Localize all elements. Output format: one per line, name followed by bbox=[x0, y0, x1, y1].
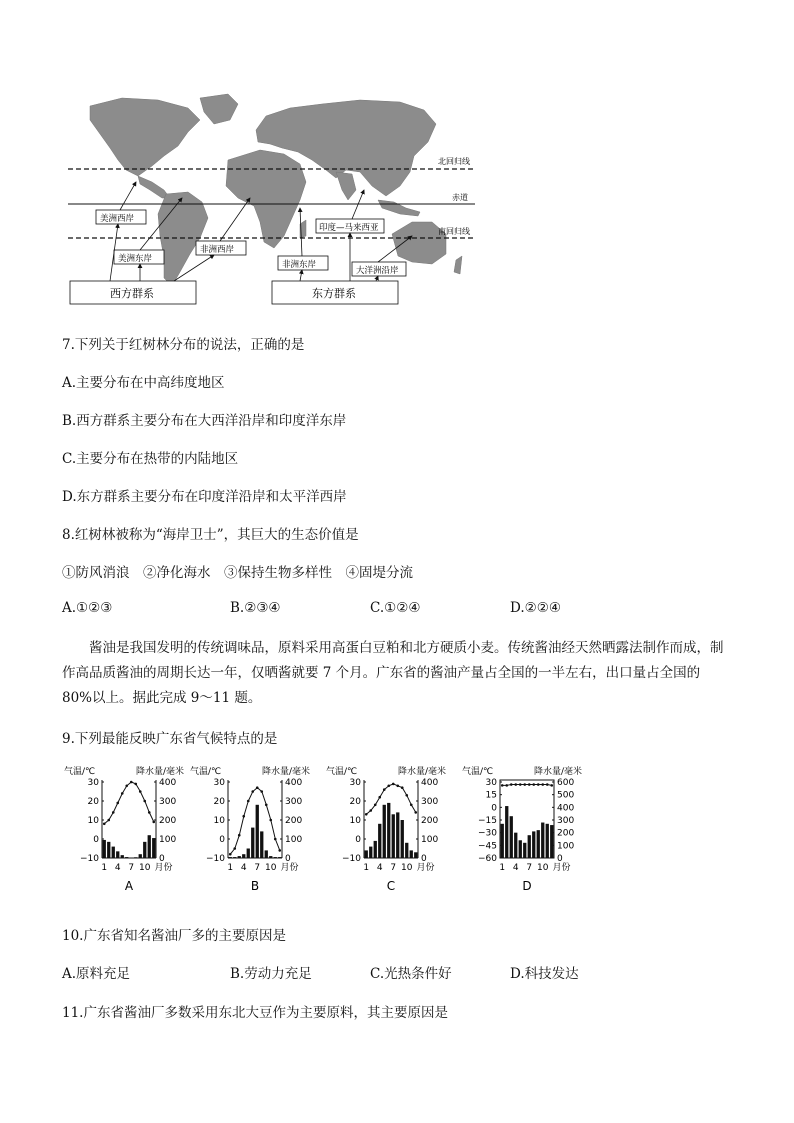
precipitation-axis-title: 降水量/毫米 bbox=[262, 767, 311, 777]
south-america-shape bbox=[158, 192, 208, 286]
q7-option-b: B.西方群系主要分布在大西洋沿岸和印度洋东岸 bbox=[62, 413, 347, 429]
equator-label: 赤道 bbox=[452, 193, 468, 202]
precipitation-bar bbox=[514, 833, 517, 858]
temperature-point bbox=[233, 847, 236, 850]
precipitation-axis-title: 降水量/毫米 bbox=[136, 767, 185, 777]
month-axis-label: 月份 bbox=[552, 863, 571, 873]
q8-option-d: D.②②④ bbox=[510, 600, 561, 616]
precipitation-bar bbox=[251, 828, 254, 858]
oceania-coast-label: 大洋洲沿岸 bbox=[356, 266, 399, 276]
precipitation-tick-label: 200 bbox=[159, 816, 177, 826]
precipitation-tick-label: 300 bbox=[421, 797, 439, 807]
temperature-line bbox=[502, 785, 552, 786]
q8-option-a: A.①②③ bbox=[62, 600, 113, 616]
precipitation-bar bbox=[414, 852, 417, 858]
temperature-tick-label: 0 bbox=[219, 835, 225, 845]
precipitation-bar bbox=[550, 825, 553, 858]
temperature-point bbox=[148, 811, 151, 814]
temperature-line bbox=[230, 788, 279, 855]
temperature-point bbox=[130, 781, 133, 784]
precipitation-bar bbox=[383, 805, 386, 858]
temperature-tick-label: −30 bbox=[478, 828, 497, 839]
temperature-point bbox=[410, 804, 413, 807]
greenland-shape bbox=[200, 94, 238, 124]
precipitation-tick-label: 600 bbox=[557, 778, 575, 788]
temperature-point bbox=[514, 783, 517, 786]
temperature-point bbox=[242, 815, 245, 818]
temperature-point bbox=[405, 794, 408, 797]
precipitation-bar bbox=[152, 838, 155, 858]
indonesia-shape bbox=[378, 200, 420, 216]
temperature-axis-title: 气温/℃ bbox=[190, 767, 222, 777]
precipitation-tick-label: 300 bbox=[285, 797, 303, 807]
arrow-eastern-3 bbox=[376, 276, 378, 281]
precipitation-bar bbox=[387, 803, 390, 858]
temperature-point bbox=[378, 796, 381, 799]
precipitation-bar bbox=[541, 823, 544, 858]
precipitation-bar bbox=[148, 835, 151, 858]
new-zealand-shape bbox=[454, 256, 462, 274]
month-axis-label: 月份 bbox=[416, 863, 435, 873]
q10-option-a: A.原料充足 bbox=[62, 966, 131, 982]
precipitation-tick-label: 400 bbox=[421, 778, 439, 788]
americas-east-label: 美洲东岸 bbox=[118, 254, 153, 264]
chart-letter-c: C bbox=[386, 879, 396, 893]
precipitation-bar bbox=[125, 857, 128, 858]
temperature-tick-label: 30 bbox=[213, 778, 225, 788]
africa-east-label: 非洲东岸 bbox=[282, 260, 317, 270]
q9-stem: 9.下列最能反映广东省气候特点的是 bbox=[62, 731, 278, 747]
precipitation-tick-label: 100 bbox=[557, 841, 575, 852]
temperature-tick-label: 20 bbox=[349, 797, 361, 807]
precipitation-bar bbox=[501, 824, 504, 858]
precipitation-bar bbox=[143, 842, 146, 858]
month-tick-label: 1 bbox=[499, 863, 506, 873]
temperature-point bbox=[541, 783, 544, 786]
soy-sauce-passage: 酱油是我国发明的传统调味品，原料采用高蛋白豆粕和北方硬质小麦。传统酱油经天然晒露法制作而成，制作高品质酱油的周期长达一年，仅晒酱就要 7 个月。广东省的酱油产量占全国的一半左右，出口量占全国的 80%以上。据此完成 9～11 题。 bbox=[62, 640, 724, 706]
q7-stem: 7.下列关于红树林分布的说法，正确的是 bbox=[62, 337, 305, 353]
precipitation-bar bbox=[369, 847, 372, 858]
temperature-point bbox=[134, 783, 137, 786]
precipitation-axis-title: 降水量/毫米 bbox=[534, 767, 583, 777]
precipitation-bar bbox=[365, 850, 368, 858]
temperature-point bbox=[505, 784, 508, 787]
precipitation-tick-label: 500 bbox=[557, 790, 575, 801]
q7-option-c: C.主要分布在热带的内陆地区 bbox=[62, 451, 239, 467]
month-tick-label: 4 bbox=[376, 863, 383, 873]
precipitation-tick-label: 300 bbox=[557, 816, 575, 826]
month-tick-label: 1 bbox=[227, 863, 234, 873]
precipitation-bar bbox=[269, 856, 272, 858]
q8-option-b: B.②③④ bbox=[230, 600, 281, 616]
temperature-tick-label: 10 bbox=[87, 816, 99, 826]
climate-charts bbox=[60, 762, 590, 898]
month-tick-label: 1 bbox=[363, 863, 370, 873]
precipitation-tick-label: 200 bbox=[421, 816, 439, 826]
q8-stem: 8.红树林被称为“海岸卫士”，其巨大的生态价值是 bbox=[62, 527, 359, 543]
temperature-point bbox=[546, 783, 549, 786]
temperature-point bbox=[278, 849, 281, 852]
temperature-tick-label: 0 bbox=[93, 835, 99, 845]
temperature-point bbox=[251, 790, 254, 793]
central-america-shape bbox=[138, 176, 170, 198]
temperature-point bbox=[107, 819, 110, 822]
temperature-point bbox=[550, 784, 553, 787]
temperature-point bbox=[229, 853, 232, 856]
temperature-point bbox=[414, 811, 417, 814]
temperature-tick-label: 15 bbox=[485, 790, 497, 801]
month-axis-label: 月份 bbox=[154, 863, 173, 873]
month-tick-label: 1 bbox=[101, 863, 108, 873]
precipitation-tick-label: 0 bbox=[557, 854, 563, 864]
temperature-tick-label: 10 bbox=[349, 816, 361, 826]
q8-items: ①防风消浪 ②净化海水 ③保持生物多样性 ④固堤分流 bbox=[62, 565, 413, 581]
temperature-point bbox=[519, 783, 522, 786]
temperature-tick-label: 30 bbox=[349, 778, 361, 788]
precipitation-bar bbox=[112, 847, 115, 858]
temperature-tick-label: 10 bbox=[213, 816, 225, 826]
americas-west-label: 美洲西岸 bbox=[100, 214, 135, 224]
india-shape bbox=[336, 172, 356, 200]
temperature-point bbox=[396, 785, 399, 788]
precipitation-bar bbox=[103, 840, 106, 858]
precipitation-axis-title: 降水量/毫米 bbox=[398, 767, 447, 777]
precipitation-tick-label: 0 bbox=[159, 854, 165, 864]
precipitation-bar bbox=[410, 850, 413, 858]
precipitation-tick-label: 200 bbox=[285, 816, 303, 826]
precipitation-bar bbox=[265, 850, 268, 858]
precipitation-bar bbox=[278, 857, 281, 858]
precipitation-bar bbox=[121, 855, 124, 858]
precipitation-bar bbox=[247, 849, 250, 859]
precipitation-bar bbox=[401, 820, 404, 858]
precipitation-bar bbox=[510, 816, 513, 858]
precipitation-bar bbox=[537, 830, 540, 858]
temperature-point bbox=[103, 823, 106, 826]
tropic-of-cancer-label: 北回归线 bbox=[438, 157, 470, 166]
eastern-group-label: 东方群系 bbox=[312, 287, 356, 300]
month-tick-label: 10 bbox=[537, 863, 549, 873]
temperature-axis-title: 气温/℃ bbox=[462, 767, 494, 777]
temperature-point bbox=[112, 811, 115, 814]
precipitation-bar bbox=[392, 814, 395, 858]
month-tick-label: 10 bbox=[401, 863, 413, 873]
precipitation-tick-label: 400 bbox=[557, 803, 575, 814]
temperature-point bbox=[247, 800, 250, 803]
month-tick-label: 10 bbox=[139, 863, 151, 873]
temperature-tick-label: −15 bbox=[478, 816, 497, 826]
precipitation-tick-label: 100 bbox=[285, 835, 303, 845]
precipitation-tick-label: 200 bbox=[557, 828, 575, 839]
precipitation-bar bbox=[107, 842, 110, 858]
temperature-point bbox=[269, 819, 272, 822]
precipitation-bar bbox=[274, 857, 277, 858]
temperature-axis-title: 气温/℃ bbox=[64, 767, 96, 777]
precipitation-tick-label: 100 bbox=[421, 835, 439, 845]
precipitation-tick-label: 0 bbox=[285, 854, 291, 864]
month-tick-label: 7 bbox=[128, 863, 135, 873]
temperature-tick-label: −60 bbox=[478, 854, 497, 864]
temperature-tick-label: −10 bbox=[80, 854, 99, 864]
temperature-point bbox=[143, 800, 146, 803]
temperature-point bbox=[139, 790, 142, 793]
precipitation-tick-label: 400 bbox=[285, 778, 303, 788]
chart-letter-b: B bbox=[250, 879, 260, 893]
temperature-tick-label: 20 bbox=[87, 797, 99, 807]
temperature-tick-label: −10 bbox=[342, 854, 361, 864]
temperature-tick-label: 0 bbox=[491, 803, 497, 814]
month-tick-label: 4 bbox=[512, 863, 519, 873]
precipitation-bar bbox=[260, 831, 263, 858]
precipitation-bar bbox=[528, 835, 531, 858]
temperature-tick-label: 30 bbox=[485, 778, 497, 788]
tropic-of-capricorn-label: 南回归线 bbox=[438, 227, 470, 236]
temperature-point bbox=[274, 838, 277, 841]
month-tick-label: 7 bbox=[526, 863, 533, 873]
q11-stem: 11.广东省酱油厂多数采用东北大豆作为主要原料，其主要原因是 bbox=[62, 1005, 448, 1021]
temperature-point bbox=[265, 804, 268, 807]
precipitation-bar bbox=[505, 806, 508, 858]
temperature-tick-label: −45 bbox=[478, 841, 497, 852]
temperature-tick-label: −10 bbox=[206, 854, 225, 864]
africa-west-label: 非洲西岸 bbox=[200, 245, 235, 255]
precipitation-bar bbox=[134, 857, 137, 858]
precipitation-bar bbox=[378, 824, 381, 858]
temperature-point bbox=[374, 804, 377, 807]
temperature-point bbox=[238, 834, 241, 837]
temperature-axis-title: 气温/℃ bbox=[326, 767, 358, 777]
precipitation-tick-label: 100 bbox=[159, 835, 177, 845]
q10-option-d: D.科技发达 bbox=[510, 966, 579, 982]
temperature-point bbox=[523, 783, 526, 786]
temperature-point bbox=[501, 784, 504, 787]
q10-option-c: C.光热条件好 bbox=[370, 966, 452, 982]
temperature-point bbox=[401, 786, 404, 789]
q7-option-d: D.东方群系主要分布在印度洋沿岸和太平洋西岸 bbox=[62, 489, 347, 505]
temperature-point bbox=[152, 821, 155, 824]
q7-option-a: A.主要分布在中高纬度地区 bbox=[62, 375, 225, 391]
q10-option-b: B.劳动力充足 bbox=[230, 966, 312, 982]
temperature-tick-label: 30 bbox=[87, 778, 99, 788]
north-america-shape bbox=[90, 98, 200, 176]
precipitation-bar bbox=[405, 843, 408, 858]
temperature-tick-label: 20 bbox=[213, 797, 225, 807]
month-tick-label: 4 bbox=[114, 863, 121, 873]
temperature-line bbox=[104, 782, 154, 824]
precipitation-bar bbox=[233, 857, 236, 858]
arrow-americas-west bbox=[120, 182, 136, 210]
precipitation-tick-label: 0 bbox=[421, 854, 427, 864]
chart-letter-a: A bbox=[124, 879, 134, 893]
month-tick-label: 4 bbox=[240, 863, 247, 873]
month-tick-label: 7 bbox=[254, 863, 261, 873]
temperature-point bbox=[260, 790, 263, 793]
temperature-point bbox=[125, 785, 128, 788]
precipitation-bar bbox=[396, 812, 399, 858]
precipitation-tick-label: 400 bbox=[159, 778, 177, 788]
precipitation-bar bbox=[519, 840, 522, 858]
temperature-point bbox=[532, 783, 535, 786]
precipitation-bar bbox=[238, 856, 241, 858]
precipitation-tick-label: 300 bbox=[159, 797, 177, 807]
precipitation-bar bbox=[523, 843, 526, 858]
temperature-tick-label: 0 bbox=[355, 835, 361, 845]
temperature-line bbox=[366, 784, 416, 814]
temperature-point bbox=[387, 785, 390, 788]
month-tick-label: 7 bbox=[390, 863, 397, 873]
precipitation-bar bbox=[546, 824, 549, 858]
mangrove-distribution-map bbox=[60, 90, 480, 310]
temperature-point bbox=[369, 809, 372, 812]
precipitation-bar bbox=[242, 854, 245, 858]
temperature-point bbox=[365, 813, 368, 816]
temperature-point bbox=[510, 783, 513, 786]
month-tick-label: 10 bbox=[265, 863, 277, 873]
temperature-point bbox=[383, 788, 386, 791]
q10-stem: 10.广东省知名酱油厂多的主要原因是 bbox=[62, 928, 286, 944]
precipitation-bar bbox=[139, 854, 142, 858]
chart-letter-d: D bbox=[522, 879, 532, 893]
temperature-point bbox=[392, 783, 395, 786]
precipitation-bar bbox=[229, 857, 232, 858]
temperature-point bbox=[537, 783, 540, 786]
temperature-point bbox=[528, 783, 531, 786]
q8-option-c: C.①②④ bbox=[370, 600, 421, 616]
precipitation-bar bbox=[532, 831, 535, 858]
temperature-point bbox=[121, 792, 124, 795]
arrow-eastern-1 bbox=[300, 270, 302, 281]
indo-malaysia-label: 印度—马来西亚 bbox=[319, 223, 379, 233]
temperature-point bbox=[256, 786, 259, 789]
precipitation-bar bbox=[256, 805, 259, 858]
temperature-point bbox=[116, 802, 119, 805]
month-axis-label: 月份 bbox=[280, 863, 299, 873]
africa-shape bbox=[226, 150, 306, 248]
precipitation-bar bbox=[374, 841, 377, 858]
precipitation-bar bbox=[116, 851, 119, 858]
western-group-label: 西方群系 bbox=[110, 287, 154, 300]
